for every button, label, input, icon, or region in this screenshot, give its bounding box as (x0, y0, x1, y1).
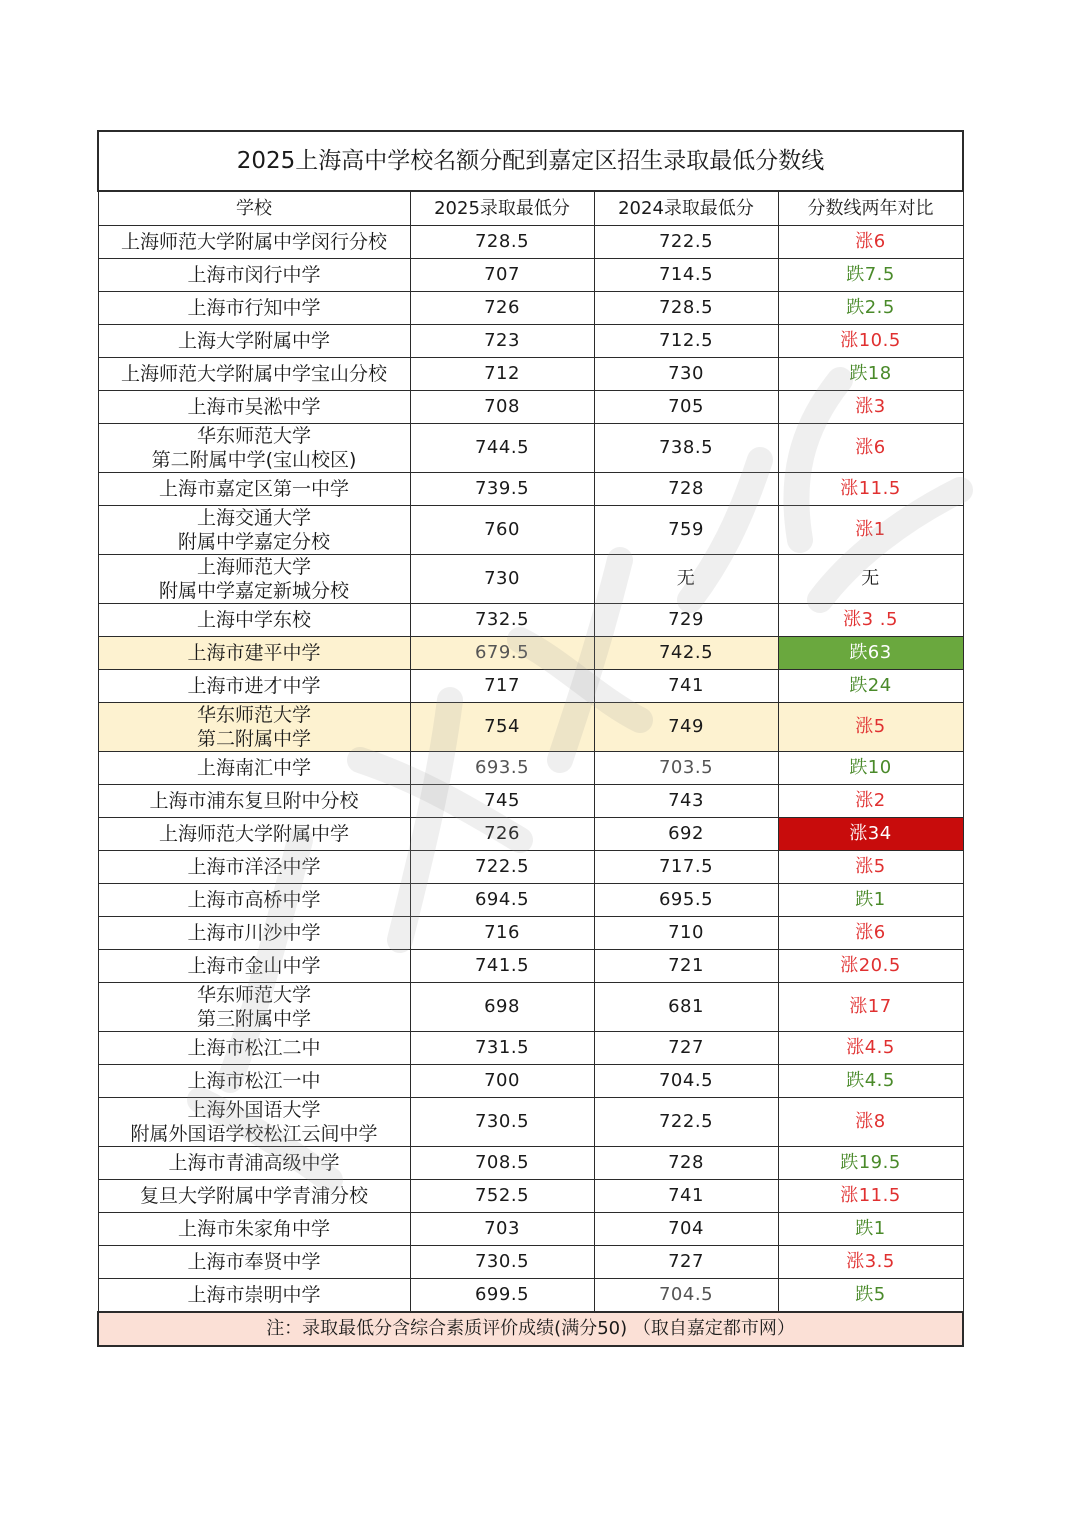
school-cell (98, 983, 410, 1032)
header-score-2024: 2024录取最低分 (594, 191, 778, 226)
score-2024-cell: 704.5 (594, 1279, 778, 1313)
school-cell (98, 424, 410, 473)
school-cell (98, 1098, 410, 1147)
score-2024-cell: 730 (594, 358, 778, 391)
comparison-cell: 涨11.5 (778, 473, 963, 506)
table-row (98, 555, 963, 604)
score-2025-cell: 730.5 (410, 1246, 594, 1279)
score-2024-cell: 无 (594, 555, 778, 604)
table-row (98, 950, 963, 983)
comparison-cell: 涨3.5 (778, 1246, 963, 1279)
comparison-cell: 跌4.5 (778, 1065, 963, 1098)
score-2024-cell: 738.5 (594, 424, 778, 473)
table-row (98, 358, 963, 391)
comparison-cell: 涨8 (778, 1098, 963, 1147)
school-cell (98, 358, 410, 391)
school-cell (98, 604, 410, 637)
header-school: 学校 (98, 191, 410, 226)
table-row (98, 473, 963, 506)
comparison-cell: 跌7.5 (778, 259, 963, 292)
score-2024-cell: 728 (594, 473, 778, 506)
score-2024-cell: 712.5 (594, 325, 778, 358)
comparison-cell: 跌63 (778, 637, 963, 670)
comparison-cell: 跌5 (778, 1279, 963, 1313)
score-2025-cell: 708.5 (410, 1147, 594, 1180)
score-2024-cell: 727 (594, 1032, 778, 1065)
score-2024-cell: 729 (594, 604, 778, 637)
table-row (98, 1032, 963, 1065)
score-2025-cell: 732.5 (410, 604, 594, 637)
school-name-line: 上海大学附属中学 (177, 330, 330, 352)
school-cell (98, 917, 410, 950)
school-cell (98, 506, 410, 555)
table-row (98, 1279, 963, 1313)
school-name-line: 上海市嘉定区第一中学 (158, 478, 349, 500)
school-cell (98, 670, 410, 703)
score-2025-cell: 693.5 (410, 752, 594, 785)
score-2024-cell: 714.5 (594, 259, 778, 292)
score-2025-cell: 741.5 (410, 950, 594, 983)
school-name-line: 上海市闵行中学 (187, 264, 321, 286)
comparison-cell: 涨6 (778, 424, 963, 473)
school-name-line: 上海师范大学附属中学宝山分校 (120, 363, 387, 385)
comparison-cell: 跌2.5 (778, 292, 963, 325)
score-2025-cell: 745 (410, 785, 594, 818)
comparison-cell: 涨4.5 (778, 1032, 963, 1065)
comparison-cell: 涨3 (778, 391, 963, 424)
score-2025-cell: 754 (410, 703, 594, 752)
table-row (98, 424, 963, 473)
school-name-line: 华东师范大学 (196, 704, 311, 726)
school-name-line: 上海市建平中学 (187, 642, 321, 664)
school-cell (98, 637, 410, 670)
table-row (98, 851, 963, 884)
table-row (98, 325, 963, 358)
table-row (98, 884, 963, 917)
school-cell (98, 391, 410, 424)
school-name-line: 附属外国语学校松江云间中学 (130, 1123, 378, 1145)
school-cell (98, 1213, 410, 1246)
school-name-line: 复旦大学附属中学青浦分校 (139, 1185, 368, 1207)
school-cell (98, 785, 410, 818)
table-row (98, 983, 963, 1032)
score-2025-cell: 730 (410, 555, 594, 604)
school-name-line: 上海市洋泾中学 (187, 856, 321, 878)
score-2025-cell: 726 (410, 818, 594, 851)
table-row (98, 703, 963, 752)
comparison-cell: 涨3 .5 (778, 604, 963, 637)
score-2025-cell: 752.5 (410, 1180, 594, 1213)
comparison-cell: 涨20.5 (778, 950, 963, 983)
comparison-cell: 跌19.5 (778, 1147, 963, 1180)
comparison-cell: 涨17 (778, 983, 963, 1032)
comparison-cell: 涨11.5 (778, 1180, 963, 1213)
school-name-line: 上海市朱家角中学 (177, 1218, 330, 1240)
score-2024-cell: 743 (594, 785, 778, 818)
table-row (98, 637, 963, 670)
school-cell (98, 555, 410, 604)
school-cell (98, 851, 410, 884)
table-row (98, 1065, 963, 1098)
score-2024-cell: 759 (594, 506, 778, 555)
score-2025-cell: 712 (410, 358, 594, 391)
score-2025-cell: 739.5 (410, 473, 594, 506)
score-2025-cell: 717 (410, 670, 594, 703)
comparison-cell: 跌10 (778, 752, 963, 785)
school-name-line: 上海市松江二中 (187, 1037, 321, 1059)
comparison-cell: 跌18 (778, 358, 963, 391)
score-2025-cell: 679.5 (410, 637, 594, 670)
comparison-cell: 无 (778, 555, 963, 604)
table-row (98, 259, 963, 292)
score-2025-cell: 726 (410, 292, 594, 325)
score-2025-cell: 694.5 (410, 884, 594, 917)
comparison-cell: 跌1 (778, 1213, 963, 1246)
school-name-line: 上海师范大学附属中学 (158, 823, 349, 845)
table-note: 注：录取最低分含综合素质评价成绩(满分50) （取自嘉定都市网） (98, 1312, 963, 1346)
score-2024-cell: 722.5 (594, 226, 778, 259)
score-2025-cell: 730.5 (410, 1098, 594, 1147)
score-2024-cell: 717.5 (594, 851, 778, 884)
score-table (97, 130, 964, 1347)
score-2024-cell: 705 (594, 391, 778, 424)
school-cell (98, 1032, 410, 1065)
score-2025-cell: 700 (410, 1065, 594, 1098)
school-name-line: 上海交通大学 (196, 507, 311, 529)
table-row (98, 1180, 963, 1213)
comparison-cell: 跌24 (778, 670, 963, 703)
school-name-line: 上海市吴淞中学 (187, 396, 321, 418)
score-2024-cell: 681 (594, 983, 778, 1032)
school-name-line: 上海市行知中学 (187, 297, 321, 319)
school-cell (98, 473, 410, 506)
school-name-line: 上海市崇明中学 (187, 1284, 321, 1306)
comparison-cell: 涨10.5 (778, 325, 963, 358)
score-2024-cell: 704.5 (594, 1065, 778, 1098)
comparison-cell: 涨6 (778, 226, 963, 259)
comparison-cell: 涨2 (778, 785, 963, 818)
table-row (98, 391, 963, 424)
header-comparison: 分数线两年对比 (778, 191, 963, 226)
school-cell (98, 325, 410, 358)
school-name-line: 上海师范大学附属中学闵行分校 (120, 231, 387, 253)
school-cell (98, 1279, 410, 1313)
school-cell (98, 950, 410, 983)
table-body (98, 226, 963, 1313)
table-row (98, 917, 963, 950)
score-2025-cell: 703 (410, 1213, 594, 1246)
school-cell (98, 703, 410, 752)
school-name-line: 华东师范大学 (196, 425, 311, 447)
header-row (98, 191, 963, 226)
table-row (98, 752, 963, 785)
table-row (98, 818, 963, 851)
score-2025-cell: 731.5 (410, 1032, 594, 1065)
school-name-line: 上海市川沙中学 (187, 922, 321, 944)
comparison-cell: 跌1 (778, 884, 963, 917)
school-cell (98, 226, 410, 259)
school-name-line: 上海外国语大学 (187, 1099, 321, 1121)
score-2024-cell: 741 (594, 670, 778, 703)
score-2024-cell: 704 (594, 1213, 778, 1246)
school-cell (98, 1065, 410, 1098)
school-cell (98, 818, 410, 851)
score-2024-cell: 728 (594, 1147, 778, 1180)
school-name-line: 上海市青浦高级中学 (168, 1152, 340, 1174)
school-name-line: 第二附属中学 (196, 728, 311, 750)
school-name-line: 上海师范大学 (196, 556, 311, 578)
score-2025-cell: 744.5 (410, 424, 594, 473)
table-row (98, 1213, 963, 1246)
school-name-line: 附属中学嘉定分校 (177, 531, 330, 553)
table-row (98, 785, 963, 818)
school-name-line: 第三附属中学 (196, 1008, 311, 1030)
score-2025-cell: 728.5 (410, 226, 594, 259)
school-name-line: 上海市进才中学 (187, 675, 321, 697)
score-2024-cell: 721 (594, 950, 778, 983)
score-2024-cell: 695.5 (594, 884, 778, 917)
score-2025-cell: 698 (410, 983, 594, 1032)
school-name-line: 第二附属中学(宝山校区) (151, 449, 357, 471)
school-name-line: 上海市金山中学 (187, 955, 321, 977)
school-cell (98, 752, 410, 785)
comparison-cell: 涨34 (778, 818, 963, 851)
score-2025-cell: 699.5 (410, 1279, 594, 1313)
score-2025-cell: 707 (410, 259, 594, 292)
score-2025-cell: 708 (410, 391, 594, 424)
school-cell (98, 292, 410, 325)
score-2024-cell: 710 (594, 917, 778, 950)
score-2024-cell: 741 (594, 1180, 778, 1213)
school-name-line: 上海市浦东复旦附中分校 (149, 790, 359, 812)
school-cell (98, 1246, 410, 1279)
score-2025-cell: 716 (410, 917, 594, 950)
score-2024-cell: 728.5 (594, 292, 778, 325)
table-row (98, 670, 963, 703)
score-2025-cell: 722.5 (410, 851, 594, 884)
school-name-line: 上海市奉贤中学 (187, 1251, 321, 1273)
school-name-line: 上海市松江一中 (187, 1070, 321, 1092)
comparison-cell: 涨5 (778, 851, 963, 884)
school-name-line: 附属中学嘉定新城分校 (158, 580, 349, 602)
score-2024-cell: 703.5 (594, 752, 778, 785)
comparison-cell: 涨1 (778, 506, 963, 555)
score-2024-cell: 749 (594, 703, 778, 752)
score-2024-cell: 727 (594, 1246, 778, 1279)
school-cell (98, 1180, 410, 1213)
score-2024-cell: 722.5 (594, 1098, 778, 1147)
table-row (98, 1098, 963, 1147)
comparison-cell: 涨6 (778, 917, 963, 950)
header-score-2025: 2025录取最低分 (410, 191, 594, 226)
school-name-line: 华东师范大学 (196, 984, 311, 1006)
table-row (98, 1147, 963, 1180)
table-row (98, 604, 963, 637)
school-name-line: 上海南汇中学 (196, 757, 311, 779)
comparison-cell: 涨5 (778, 703, 963, 752)
table-row (98, 506, 963, 555)
score-2025-cell: 723 (410, 325, 594, 358)
table-row (98, 1246, 963, 1279)
score-2024-cell: 692 (594, 818, 778, 851)
school-cell (98, 259, 410, 292)
school-cell (98, 1147, 410, 1180)
school-name-line: 上海市高桥中学 (187, 889, 321, 911)
score-2025-cell: 760 (410, 506, 594, 555)
table-row (98, 226, 963, 259)
table-title: 2025上海高中学校名额分配到嘉定区招生录取最低分数线 (98, 131, 963, 191)
score-2024-cell: 742.5 (594, 637, 778, 670)
school-name-line: 上海中学东校 (196, 609, 311, 631)
table-row (98, 292, 963, 325)
school-cell (98, 884, 410, 917)
